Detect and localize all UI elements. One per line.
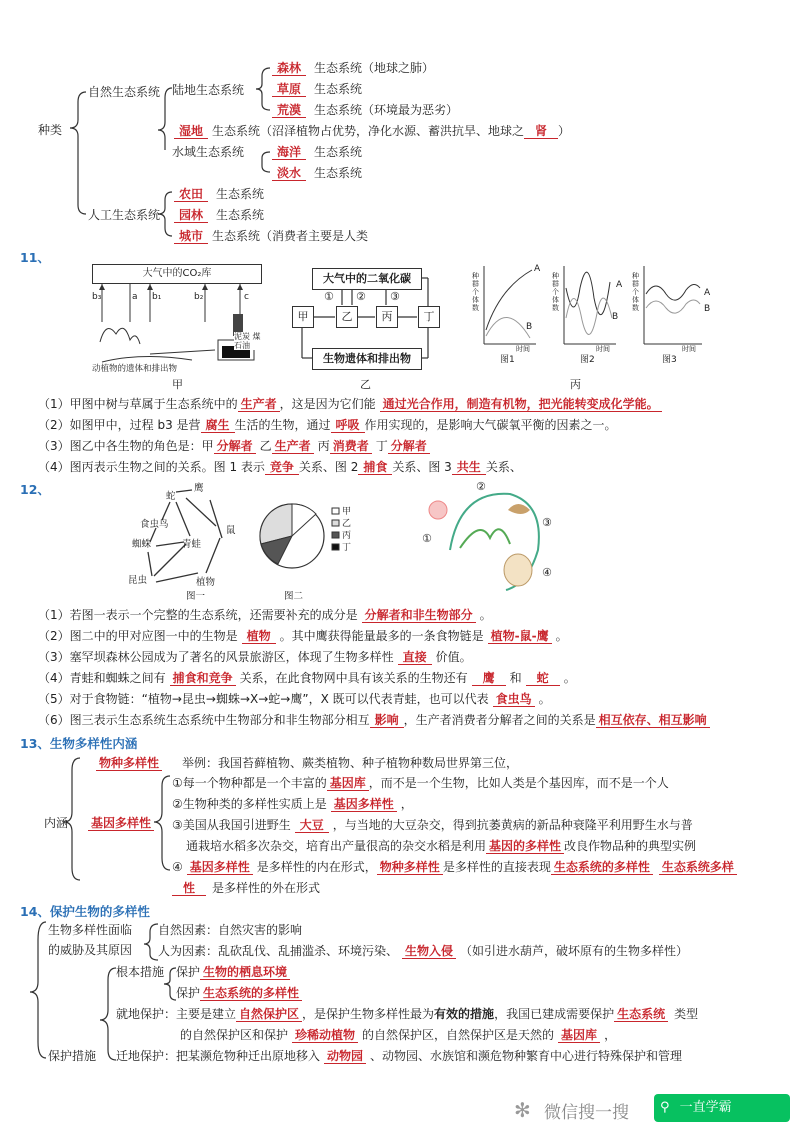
label-a: a (132, 292, 138, 302)
xlabel-2: 时间 (596, 345, 610, 353)
caption-jia: 甲 (172, 378, 183, 391)
ylabel-1: 种群个体数 (472, 272, 479, 312)
series-b-3: B (704, 304, 711, 314)
label-b3: b₃ (92, 292, 102, 302)
answer: 草原 (272, 82, 306, 97)
species-diversity-line: 物种多样性 举例：我国苔藓植物、蕨类植物、种子植物种数局世界第三位， (96, 755, 518, 771)
farmland-line: 农田 生态系统 (174, 186, 264, 202)
gene-line-2: ②生物种类的多样性实质上是 基因多样性 ， (172, 797, 413, 811)
freshwater-line: 淡水 生态系统 (272, 165, 362, 181)
legend-yi: 乙 (342, 519, 352, 529)
legend-jia: 甲 (342, 507, 352, 517)
protect-habitat: 保护 生物的栖息环境 (176, 964, 290, 980)
wetland-line: 湿地 生态系统（沼泽植物占优势，净化水源、蓄洪抗旱、地球之 肾 ） (174, 123, 570, 139)
answer: 园林 (174, 208, 208, 223)
watermark-text: 微信搜一搜 (544, 1103, 629, 1123)
q12-4: （4）青蛙和蜘蛛之间有 捕食和竞争 关系，在此食物网中具有该关系的生物还有 鹰 和 蛇 。 (38, 671, 576, 685)
carbon-cycle-diagram (90, 262, 265, 374)
cycle-illustration (420, 480, 560, 598)
ylabel-3: 种群个体数 (632, 272, 639, 312)
answer: 荒漠 (272, 103, 306, 118)
cycle-1: ① (422, 532, 432, 545)
series-a-2: A (616, 280, 623, 290)
label-b2: b₂ (194, 292, 204, 302)
xlabel-3: 时间 (682, 345, 696, 353)
ex-situ-line: 迁地保护：把某濒危物种迁出原地移入 动物园 、动物园、水族馆和濒危物种繁育中心进行特殊保护和管理 (116, 1049, 683, 1063)
q12-3: （3）塞罕坝森林公园成为了著名的风景旅游区，体现了生物多样性 直接 价值。 (38, 650, 472, 664)
node-insect: 昆虫 (128, 575, 148, 586)
remains-box: 生物遗体和排出物 (312, 348, 422, 370)
gene-line-1: ①每一个物种都是一个丰富的 基因库 ，而不是一个生物，比如人类是个基因库，而不是一个人 (172, 776, 669, 790)
q12-6: （6）图三表示生态系统生态系统中生物部分和非生物部分相互 影响 ，生产者消费者分解者之间的关系是 相互依存、相互影响 (38, 712, 710, 728)
wechat-search-watermark (514, 1092, 796, 1128)
q12-5: （5）对于食物链：“植物→昆虫→蜘蛛→X→蛇→鹰”，X 既可以代表青蛙，也可以代表 食虫鸟 。 (38, 692, 551, 706)
fundamental-measure: 根本措施 (116, 965, 165, 979)
subfig-2: 图2 (580, 355, 595, 365)
search-account-button[interactable] (654, 1094, 790, 1122)
section13-title: 13、生物多样性内涵 (20, 736, 138, 751)
protection-measures-label: 保护措施 (48, 1049, 97, 1063)
node-eagle: 鹰 (194, 483, 204, 494)
label-b1: b₁ (152, 292, 162, 302)
garden-line: 园林 生态系统 (174, 207, 264, 223)
city-line: 城市 生态系统（消费者主要是人类 (174, 228, 368, 244)
caption-fig2: 图二 (284, 591, 304, 602)
answer: 城市 (174, 229, 208, 244)
water-ecosystem-label: 水域生态系统 (172, 145, 245, 159)
search-icon: ⚲ (660, 1100, 670, 1115)
ocean-line: 海洋 生态系统 (272, 144, 362, 160)
co2-pool-box: 大气中的CO₂库 (92, 264, 262, 284)
fossil-label: 泥炭 煤 石油 (234, 332, 261, 350)
land-ecosystem-label: 陆地生态系统 (172, 83, 245, 97)
caption-fig1: 图一 (186, 591, 206, 602)
subfig-1: 图1 (500, 355, 515, 365)
box-jia: 甲 (292, 306, 314, 328)
desert-line: 荒漠 生态系统（环境最为恶劣） (272, 102, 458, 118)
label-c: c (244, 292, 249, 302)
q11-1: （1）甲图中树与草属于生态系统中的 生产者 ，这是因为它们能 通过光合作用，制造有机物，把光能转变成化学能。 (38, 396, 662, 412)
answer: 淡水 (272, 166, 306, 181)
node-spider: 蜘蛛 (132, 539, 152, 550)
section14-title: 14、保护生物的多样性 (20, 904, 150, 919)
wechat-search-icon: ✻ (514, 1098, 531, 1122)
remains-label: 动植物的遗体和排出物 (92, 364, 178, 374)
grassland-line: 草原 生态系统 (272, 81, 362, 97)
figure-carbon-cycle-yi (290, 262, 440, 374)
node-frog: 青蛙 (182, 539, 202, 550)
figure-ecosystem-cycle (420, 480, 560, 598)
gene-diversity-label: 基因多样性 (88, 815, 154, 831)
forest-line: 森林 生态系统（地球之肺） (272, 60, 434, 76)
gene-line-6: 性 是多样性的外在形式 (172, 880, 320, 896)
natural-ecosystem-label: 自然生态系统 (88, 85, 161, 99)
category-label: 种类 (38, 123, 63, 137)
caption-yi: 乙 (360, 378, 371, 391)
human-factor: 人为因素：乱砍乱伐、乱捕滥杀、环境污染、 生物入侵 （如引进水葫芦，破坏原有的生物多样性） (158, 944, 689, 958)
answer: 森林 (272, 61, 306, 76)
answer: 肾 (524, 124, 558, 139)
box-bing: 丙 (376, 306, 398, 328)
q12-number: 12、 (20, 482, 50, 497)
q11-4: （4）图丙表示生物之间的关系。图 1 表示 竞争 关系、图 2 捕食 关系、图 3 共生 关系、 (38, 460, 522, 474)
q11-number: 11、 (20, 250, 50, 265)
q11-3: （3）图乙中各生物的角色是：甲 分解者 乙 生产者 丙 消费者 丁 分解者 (38, 438, 430, 454)
legend-bing: 丙 (342, 531, 352, 541)
num-1: ① (324, 290, 334, 303)
cycle-3: ③ (542, 516, 552, 529)
node-plant: 植物 (196, 577, 216, 588)
arrows-yi (290, 262, 440, 374)
cycle-4: ④ (542, 566, 552, 579)
q12-1: （1）若图一表示一个完整的生态系统，还需要补充的成分是 分解者和非生物部分 。 (38, 608, 492, 622)
natural-factor: 自然因素：自然灾害的影响 (158, 923, 303, 937)
series-a-1: A (534, 264, 541, 274)
num-3: ③ (390, 290, 400, 303)
ylabel-2: 种群个体数 (552, 272, 559, 312)
figure-food-web (126, 478, 256, 600)
search-account-label: 一直学霸 (679, 1100, 732, 1115)
legend-ding: 丁 (342, 543, 352, 553)
protect-ecosystem: 保护 生态系统的多样性 (176, 985, 302, 1001)
q12-2: （2）图二中的甲对应图一中的生物是 植物 。其中鹰获得能量最多的一条食物链是 植物-鼠-鹰 。 (38, 629, 568, 643)
answer: 农田 (174, 187, 208, 202)
figure-pie (256, 500, 366, 600)
gene-line-5: ④ 基因多样性 是多样性的内在形式， 物种多样性 是多样性的直接表现 生态系统的多样性 生态系统多样 (172, 859, 737, 875)
series-b-1: B (526, 322, 533, 332)
subfig-3: 图3 (662, 355, 677, 365)
series-a-3: A (704, 288, 711, 298)
series-b-2: B (612, 312, 619, 322)
answer: 海洋 (272, 145, 306, 160)
answer: 湿地 (174, 124, 208, 139)
box-ding: 丁 (418, 306, 440, 328)
threat-label-2: 的威胁及其原因 (48, 943, 133, 957)
connotation-label: 内涵 (44, 816, 69, 830)
num-2: ② (356, 290, 366, 303)
artificial-ecosystem-label: 人工生态系统 (88, 208, 161, 222)
box-yi: 乙 (336, 306, 358, 328)
gene-line-4: 通栽培水稻多次杂交，培育出产量很高的杂交水稻是利用 基因的多样性 改良作物品种的典型实例 (186, 839, 697, 853)
node-bird: 食虫鸟 (140, 519, 169, 530)
figure-relations-bing (470, 258, 720, 370)
node-snake: 蛇 (166, 491, 176, 502)
in-situ-line-2: 的自然保护区和保护 珍稀动植物 的自然保护区，自然保护区是天然的 基因库 ， (180, 1028, 617, 1042)
atmosphere-co2-box: 大气中的二氧化碳 (312, 268, 422, 290)
figure-carbon-cycle-jia (90, 262, 265, 374)
in-situ-line-1: 就地保护：主要是建立 自然保护区 ，是保护生物多样性最为有效的措施，我国已建成需要保护 生态系统 类型 (116, 1007, 699, 1021)
threat-label-1: 生物多样性面临 (48, 923, 133, 937)
q11-2: （2）如图甲中，过程 b3 是营 腐生 生活的生物，通过 呼吸 作用实现的，是影响大气碳氧平衡的因素之一。 (38, 418, 617, 432)
xlabel-1: 时间 (516, 345, 530, 353)
node-mouse: 鼠 (226, 525, 236, 536)
cycle-2: ② (476, 480, 486, 493)
caption-bing: 丙 (570, 378, 581, 391)
gene-line-3: ③美国从我国引进野生 大豆 ，与当地的大豆杂交，得到抗萎黄病的新品种衰隆平利用野生水与普 (172, 818, 693, 832)
